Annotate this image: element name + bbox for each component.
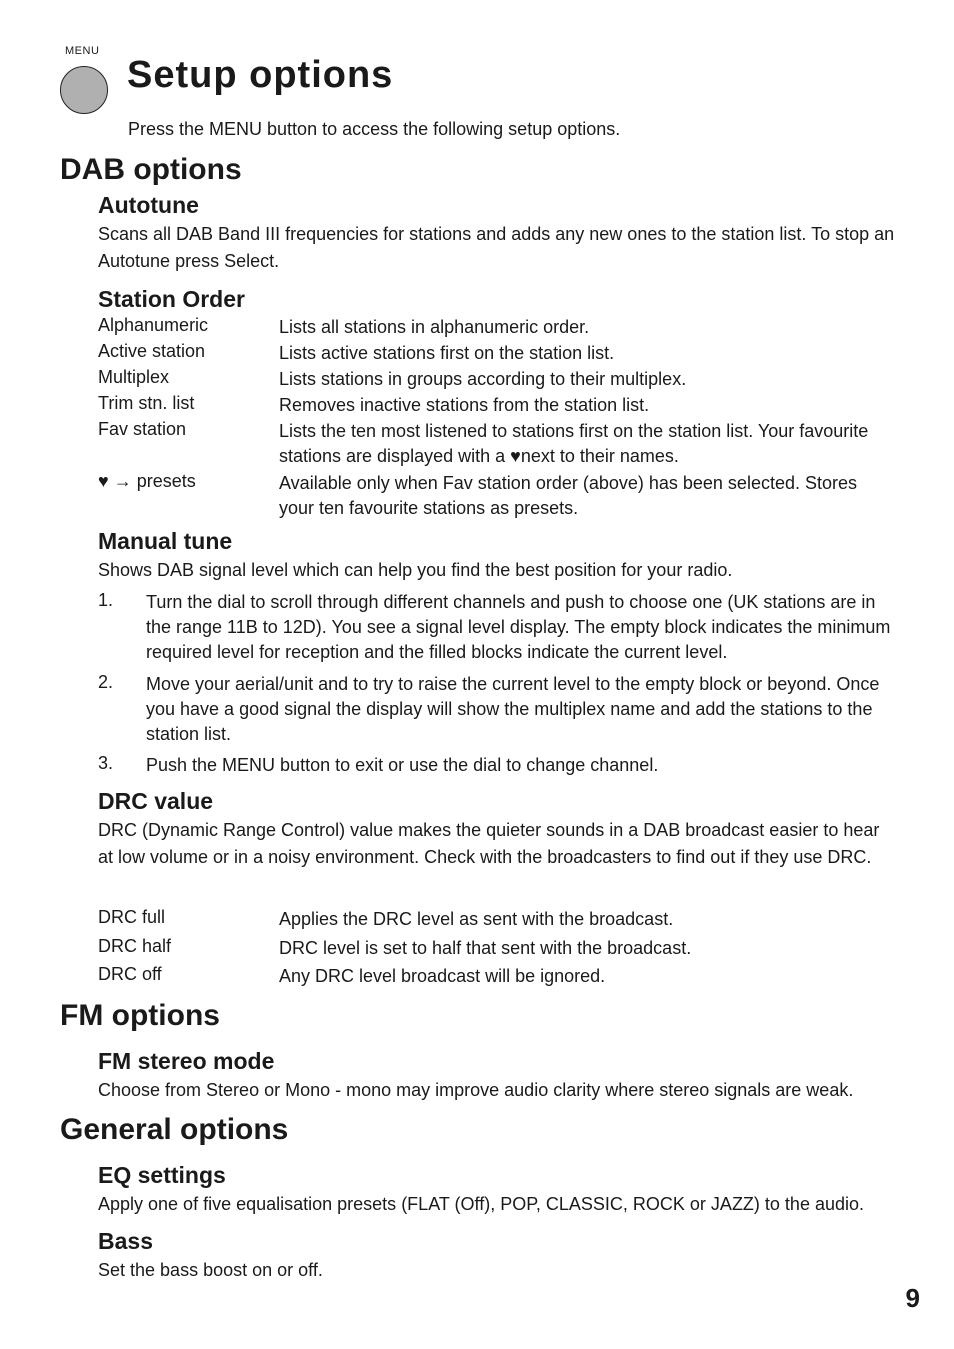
fm-stereo-heading: FM stereo mode (98, 1048, 275, 1074)
step-text: Move your aerial/unit and to try to raise the current level to the empty block or beyond. Once you have a good signal the display will show the multiplex name and add the stations to the station list. (146, 674, 880, 744)
step-number: 1. (98, 590, 114, 610)
page-title: Setup options (127, 54, 394, 96)
row-definition: Lists stations in groups according to their multiplex. (279, 369, 687, 389)
station-order-heading: Station Order (98, 286, 245, 312)
eq-settings-heading: EQ settings (98, 1162, 226, 1188)
row-definition: Any DRC level broadcast will be ignored. (279, 966, 606, 986)
page-number: 9 (905, 1283, 920, 1313)
row-term: DRC off (98, 964, 162, 984)
row-definition: Removes inactive stations from the station list. (279, 395, 650, 415)
fm-options-heading: FM options (60, 999, 220, 1032)
autotune-text: Scans all DAB Band III frequencies for stations and adds any new ones to the station list. To stop an Autotune press Select. (98, 224, 895, 271)
row-definition: Applies the DRC level as sent with the broadcast. (279, 909, 674, 929)
intro-text: Press the MENU button to access the following setup options. (128, 119, 621, 139)
eq-settings-text: Apply one of five equalisation presets (FLAT (Off), POP, CLASSIC, ROCK or JAZZ) to the audio. (98, 1194, 865, 1214)
step-text: Turn the dial to scroll through different channels and push to choose one (UK stations are in the range 11B to 12D). You see a signal level display. The empty block indicates the minimum required level for reception and the filled blocks indicate the current level. (146, 592, 891, 662)
step-text: Push the MENU button to exit or use the dial to change channel. (146, 755, 659, 775)
row-term: ♥ → presets (98, 471, 196, 491)
row-term: Trim stn. list (98, 393, 195, 413)
row-term: Multiplex (98, 367, 170, 387)
row-definition: Lists the ten most listened to stations first on the station list. Your favourite stations are displayed with a ♥next to their names. (279, 421, 869, 466)
row-term: DRC half (98, 936, 172, 956)
row-definition: Lists active stations first on the station list. (279, 343, 615, 363)
step-number: 3. (98, 753, 114, 773)
autotune-heading: Autotune (98, 192, 199, 218)
row-definition: Lists all stations in alphanumeric order. (279, 317, 590, 337)
row-term: DRC full (98, 907, 166, 927)
drc-value-heading: DRC value (98, 788, 214, 814)
step-number: 2. (98, 672, 114, 692)
manual-tune-heading: Manual tune (98, 528, 233, 554)
menu-label: MENU (65, 45, 100, 57)
dab-options-heading: DAB options (60, 153, 242, 186)
general-options-heading: General options (60, 1113, 289, 1146)
row-term: Alphanumeric (98, 315, 209, 335)
bass-heading: Bass (98, 1228, 153, 1254)
drc-value-text: DRC (Dynamic Range Control) value makes the quieter sounds in a DAB broadcast easier to hear at low volume or in a noisy environment. Check with the broadcasters to find out if they use DRC. (98, 820, 880, 867)
manual-tune-text: Shows DAB signal level which can help you find the best position for your radio. (98, 560, 733, 580)
fm-stereo-text: Choose from Stereo or Mono - mono may improve audio clarity where stereo signals are weak. (98, 1080, 854, 1100)
row-definition: Available only when Fav station order (above) has been selected. Stores your ten favourite stations as presets. (279, 473, 858, 518)
row-term: Active station (98, 341, 206, 361)
row-term: Fav station (98, 419, 187, 439)
row-definition: DRC level is set to half that sent with the broadcast. (279, 938, 692, 958)
menu-button-icon (60, 66, 108, 114)
bass-text: Set the bass boost on or off. (98, 1260, 323, 1280)
